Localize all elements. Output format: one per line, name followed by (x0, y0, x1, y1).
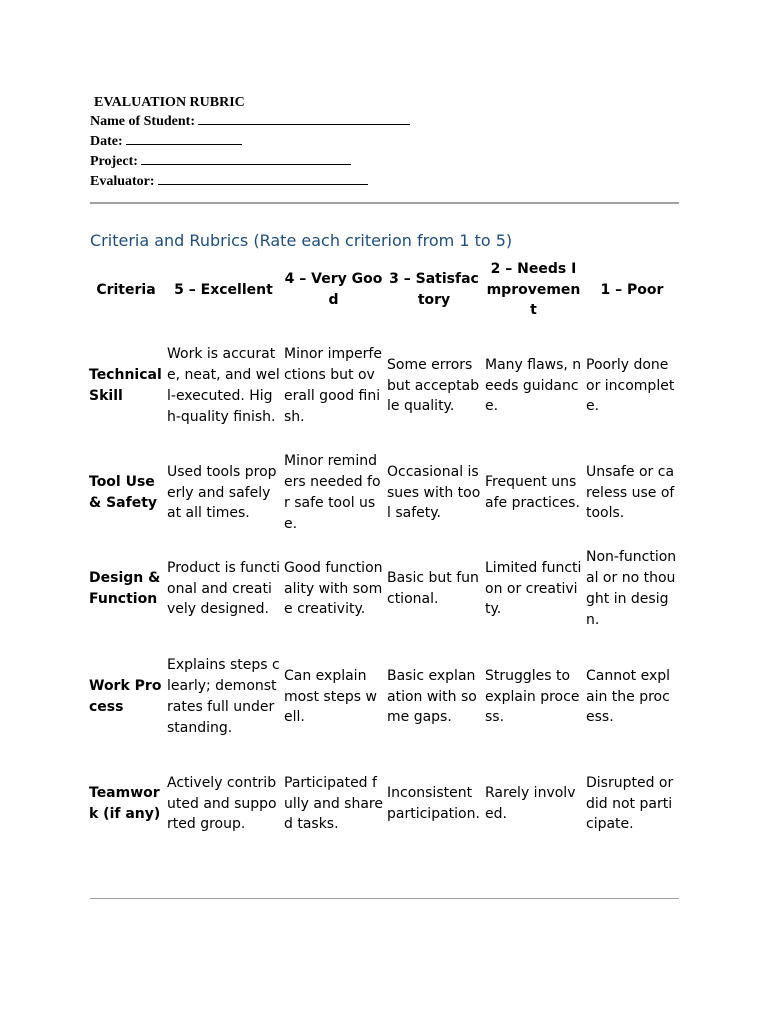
criterion-cell: Technical Skill (89, 367, 162, 404)
table-row (87, 450, 680, 536)
rating-cell: Disrupted or did not participate. (586, 774, 674, 833)
rating-cell: Occasional issues with tool safety. (387, 463, 481, 522)
table-header-row (87, 258, 680, 322)
section-title: Criteria and Rubrics (Rate each criterion from 1 to 5) (90, 231, 513, 250)
rubric-header (90, 94, 410, 191)
footer-divider (90, 898, 679, 899)
table-row (87, 536, 680, 642)
rating-cell: Struggles to explain process. (485, 667, 580, 726)
rating-cell: Cannot explain the process. (586, 667, 671, 726)
column-header: Criteria (96, 281, 156, 298)
student-name-label: Name of Student: (90, 114, 195, 129)
column-header: 5 – Excellent (174, 281, 273, 298)
rating-cell: Can explain most steps well. (284, 667, 377, 726)
rating-cell: Actively contributed and supported group. (167, 774, 277, 833)
date-field (90, 131, 410, 151)
rating-cell: Minor imperfections but overall good finish. (284, 346, 382, 425)
table-row (87, 642, 680, 752)
project-blank[interactable] (141, 151, 351, 165)
column-header: 2 – Needs Improvement (486, 260, 581, 319)
table-row (87, 322, 680, 450)
rating-cell: Inconsistent participation. (387, 785, 480, 822)
criterion-cell: Tool Use & Safety (89, 474, 158, 511)
column-header: 3 – Satisfactory (389, 271, 479, 308)
rating-cell: Used tools properly and safely at all times. (167, 463, 277, 522)
rating-cell: Good functionality with some creativity. (284, 559, 383, 618)
rating-cell: Basic explanation with some gaps. (387, 667, 477, 726)
rating-cell: Unsafe or careless use of tools. (586, 463, 675, 522)
document-title: EVALUATION RUBRIC (94, 95, 245, 110)
rating-cell: Basic but functional. (387, 570, 479, 607)
rating-cell: Explains steps clearly; demonstrates full understanding. (167, 657, 280, 736)
criterion-cell: Design & Function (89, 570, 161, 607)
rating-cell: Frequent unsafe practices. (485, 474, 580, 511)
column-header: 4 – Very Good (284, 271, 383, 308)
date-label: Date: (90, 134, 123, 149)
rating-cell: Some errors but acceptable quality. (387, 356, 480, 415)
column-header: 1 – Poor (600, 281, 664, 298)
header-divider (90, 202, 679, 204)
rating-cell: Work is accurate, neat, and well-executed. High-quality finish. (167, 346, 280, 425)
student-name-blank[interactable] (198, 111, 410, 125)
criterion-cell: Teamwork (if any) (89, 785, 161, 822)
rating-cell: Product is functional and creatively designed. (167, 559, 280, 618)
date-blank[interactable] (126, 131, 242, 145)
rating-cell: Minor reminders needed for safe tool use. (284, 453, 381, 532)
evaluator-label: Evaluator: (90, 174, 155, 189)
rating-cell: Many flaws, needs guidance. (485, 356, 582, 415)
table-row (87, 752, 680, 856)
rating-cell: Non-functional or no thought in design. (586, 549, 677, 628)
rating-cell: Limited function or creativity. (485, 559, 582, 618)
criterion-cell: Work Process (89, 678, 162, 715)
evaluator-blank[interactable] (158, 171, 368, 185)
rating-cell: Participated fully and shared tasks. (284, 774, 383, 833)
student-name-field (90, 111, 410, 131)
evaluator-field (90, 171, 410, 191)
project-field (90, 151, 410, 171)
rating-cell: Poorly done or incomplete. (586, 356, 675, 415)
project-label: Project: (90, 154, 138, 169)
rating-cell: Rarely involved. (485, 785, 576, 822)
rubric-table (87, 258, 680, 856)
